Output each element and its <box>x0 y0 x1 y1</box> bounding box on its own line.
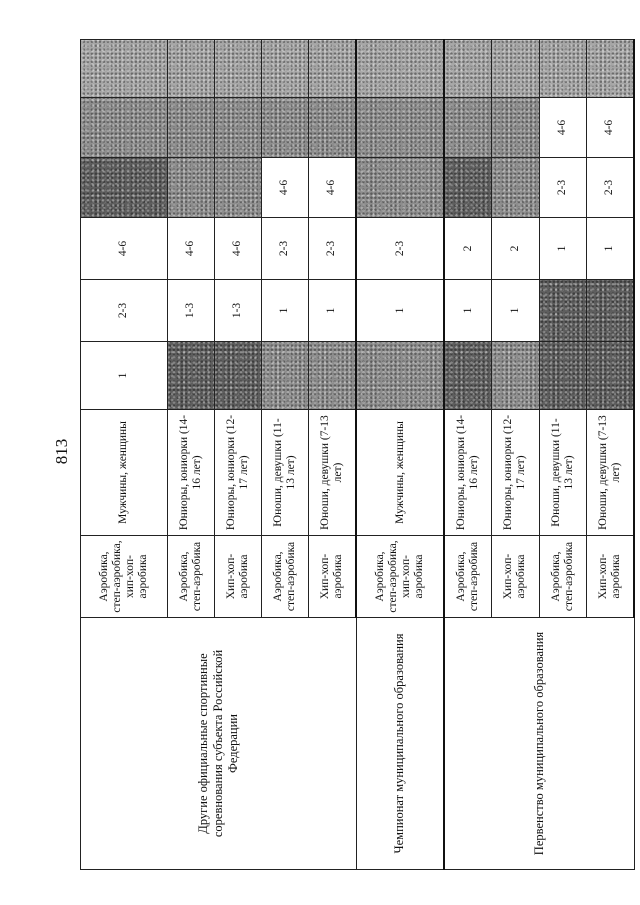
shaded-cell <box>261 40 308 98</box>
page-number: 813 <box>52 438 71 465</box>
shaded-cell <box>81 158 168 218</box>
place-cell: 2-3 <box>586 158 634 218</box>
category-cell: Юноши, девушки (7-13 лет) <box>308 410 356 536</box>
place-cell: 2-3 <box>308 218 356 280</box>
place-cell: 2 <box>444 218 492 280</box>
discipline-cell: Хип-хоп-аэробика <box>492 536 539 618</box>
shaded-cell <box>356 98 444 158</box>
category-cell: Юниоры, юниорки (12-17 лет) <box>214 410 261 536</box>
place-cell: 4-6 <box>214 218 261 280</box>
place-cell: 1 <box>308 280 356 342</box>
place-cell: 1 <box>539 218 586 280</box>
shaded-cell <box>444 40 492 98</box>
shaded-cell <box>214 158 261 218</box>
discipline-cell: Аэробика, степ-аэробика, хип-хоп-аэробика <box>356 536 444 618</box>
shaded-cell <box>167 158 214 218</box>
place-cell: 1-3 <box>214 280 261 342</box>
discipline-cell: Хип-хоп-аэробика <box>214 536 261 618</box>
category-cell: Юноши, девушки (11-13 лет) <box>539 410 586 536</box>
shaded-cell <box>586 342 634 410</box>
discipline-cell: Аэробика, степ-аэробика <box>167 536 214 618</box>
shaded-cell <box>167 98 214 158</box>
shaded-cell <box>167 40 214 98</box>
shaded-cell <box>539 280 586 342</box>
shaded-cell <box>539 342 586 410</box>
shaded-cell <box>308 342 356 410</box>
place-cell: 1 <box>81 342 168 410</box>
shaded-cell <box>167 342 214 410</box>
shaded-cell <box>308 40 356 98</box>
shaded-cell <box>356 342 444 410</box>
place-cell: 4-6 <box>261 158 308 218</box>
shaded-cell <box>356 158 444 218</box>
shaded-cell <box>492 98 539 158</box>
shaded-cell <box>444 98 492 158</box>
shaded-cell <box>492 342 539 410</box>
shaded-cell <box>492 40 539 98</box>
place-cell: 2-3 <box>261 218 308 280</box>
category-cell: Юниоры, юниорки (14-16 лет) <box>444 410 492 536</box>
ranking-table-rotated <box>80 40 635 870</box>
shaded-cell <box>308 98 356 158</box>
place-cell: 2-3 <box>356 218 444 280</box>
shaded-cell <box>214 342 261 410</box>
table-row <box>81 40 168 870</box>
shaded-cell <box>214 98 261 158</box>
competition-cell: Другие официальные спортивные соревнования субъекта Российской Федерации <box>81 618 357 870</box>
place-cell: 4-6 <box>539 98 586 158</box>
category-cell: Юниоры, юниорки (12-17 лет) <box>492 410 539 536</box>
category-cell: Юноши, девушки (7-13 лет) <box>586 410 634 536</box>
place-cell: 2-3 <box>81 280 168 342</box>
place-cell: 4-6 <box>586 98 634 158</box>
discipline-cell: Аэробика, степ-аэробика <box>539 536 586 618</box>
category-cell: Мужчины, женщины <box>356 410 444 536</box>
shaded-cell <box>586 40 634 98</box>
place-cell: 1-3 <box>167 280 214 342</box>
place-cell: 1 <box>261 280 308 342</box>
shaded-cell <box>586 280 634 342</box>
shaded-cell <box>261 98 308 158</box>
place-cell: 2-3 <box>539 158 586 218</box>
place-cell: 2 <box>492 218 539 280</box>
competition-cell: Чемпионат муниципального образования <box>356 618 444 870</box>
category-cell: Мужчины, женщины <box>81 410 168 536</box>
table-row <box>444 40 492 870</box>
shaded-cell <box>214 40 261 98</box>
place-cell: 4-6 <box>167 218 214 280</box>
discipline-cell: Аэробика, степ-аэробика <box>261 536 308 618</box>
discipline-cell: Хип-хоп-аэробика <box>308 536 356 618</box>
table-body <box>81 40 635 870</box>
shaded-cell <box>81 98 168 158</box>
shaded-cell <box>444 342 492 410</box>
category-cell: Юниоры, юниорки (14-16 лет) <box>167 410 214 536</box>
ranking-table <box>80 39 635 870</box>
category-cell: Юноши, девушки (11-13 лет) <box>261 410 308 536</box>
discipline-cell: Аэробика, степ-аэробика, хип-хоп-аэробика <box>81 536 168 618</box>
place-cell: 1 <box>586 218 634 280</box>
discipline-cell: Хип-хоп-аэробика <box>586 536 634 618</box>
place-cell: 1 <box>444 280 492 342</box>
place-cell: 1 <box>356 280 444 342</box>
shaded-cell <box>492 158 539 218</box>
discipline-cell: Аэробика, степ-аэробика <box>444 536 492 618</box>
place-cell: 4-6 <box>308 158 356 218</box>
shaded-cell <box>81 40 168 98</box>
place-cell: 1 <box>492 280 539 342</box>
shaded-cell <box>261 342 308 410</box>
table-row <box>356 40 444 870</box>
shaded-cell <box>356 40 444 98</box>
shaded-cell <box>444 158 492 218</box>
competition-cell: Первенство муниципального образования <box>444 618 634 870</box>
place-cell: 4-6 <box>81 218 168 280</box>
shaded-cell <box>539 40 586 98</box>
